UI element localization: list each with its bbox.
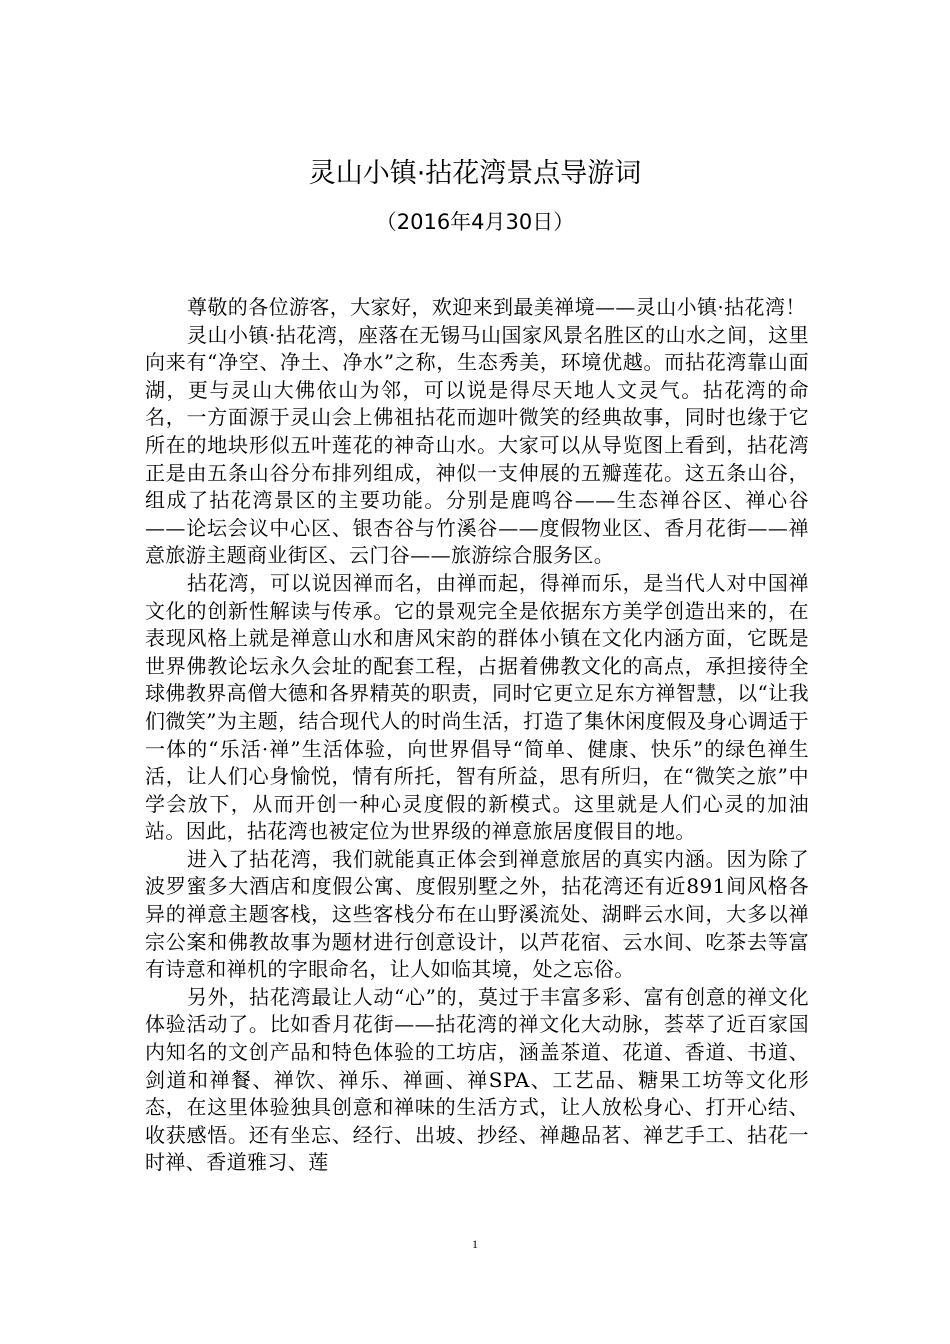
page-number: 1 (472, 1237, 478, 1251)
paragraph-greeting: 尊敬的各位游客，大家好，欢迎来到最美禅境——灵山小镇·拈花湾！ (187, 295, 806, 319)
paragraph-zen-culture: 拈花湾，可以说因禅而名，由禅而起，得禅而乐，是当代人对中国禅文化的创新性解读与传承。它的景观完全是依据东方美学创造出来的，在表现风格上就是禅意山水和唐风宋韵的群体小镇在文化内涵方面，它既是世界佛教论坛永久会址的配套工程，占据着佛教文化的高点，承担接待全球佛教界高僧大德和各界精英的职责，同时它更立足东方禅智慧，以“让我们微笑”为主题，结合现代人的时尚生活，打造了集休闲度假及身心调适于一体的“乐活·禅”生活体验，向世界倡导“简单、健康、快乐”的绿色禅生活，让人们心身愉悦，情有所托，智有所益，思有所归，在“微笑之旅”中学会放下，从而开创一种心灵度假的新模式。这里就是人们心灵的加油站。因此，拈花湾也被定位为世界级的禅意旅居度假目的地。 (145, 570, 809, 844)
document-date: （2016年4月30日） (375, 210, 575, 234)
paragraph-activities: 另外，拈花湾最让人动“心”的，莫过于丰富多彩、富有创意的禅文化体验活动了。比如香月花街——拈花湾的禅文化大动脉，荟萃了近百家国内知名的文创产品和特色体验的工坊店，涵盖茶道、花道、香道、书道、剑道和禅餐、禅饮、禅乐、禅画、禅SPA、工艺品、糖果工坊等文化形态，在这里体验独具创意和禅味的生活方式，让人放松身心、打开心结、收获感悟。还有坐忘、经行、出坡、抄经、禅趣品茗、禅艺手工、拈花一时禅、香道雅习、莲 (145, 984, 809, 1175)
document-body (145, 294, 809, 1177)
paragraph-accommodation: 进入了拈花湾，我们就能真正体会到禅意旅居的真实内涵。因为除了波罗蜜多大酒店和度假公寓、度假别墅之外，拈花湾还有近891间风格各异的禅意主题客栈，这些客栈分布在山野溪流处、湖畔云水间，大多以禅宗公案和佛教故事为题材进行创意设计，以芦花宿、云水间、吃茶去等富有诗意和禅机的字眼命名，让人如临其境，处之忘俗。 (145, 846, 809, 982)
document-title: 灵山小镇·拈花湾景点导游词 (308, 158, 642, 189)
paragraph-introduction: 灵山小镇·拈花湾，座落在无锡马山国家风景名胜区的山水之间，这里向来有“净空、净土、净水”之称，生态秀美，环境优越。而拈花湾靠山面湖，更与灵山大佛依山为邻，可以说是得尽天地人文灵气。拈花湾的命名，一方面源于灵山会上佛祖拈花而迦叶微笑的经典故事，同时也缘于它所在的地块形似五叶莲花的神奇山水。大家可以从导览图上看到，拈花湾正是由五条山谷分布排列组成，神似一支伸展的五瓣莲花。这五条山谷，组成了拈花湾景区的主要功能。分别是鹿鸣谷——生态禅谷区、禅心谷——论坛会议中心区、银杏谷与竹溪谷——度假物业区、香月花街——禅意旅游主题商业街区、云门谷——旅游综合服务区。 (145, 322, 809, 568)
